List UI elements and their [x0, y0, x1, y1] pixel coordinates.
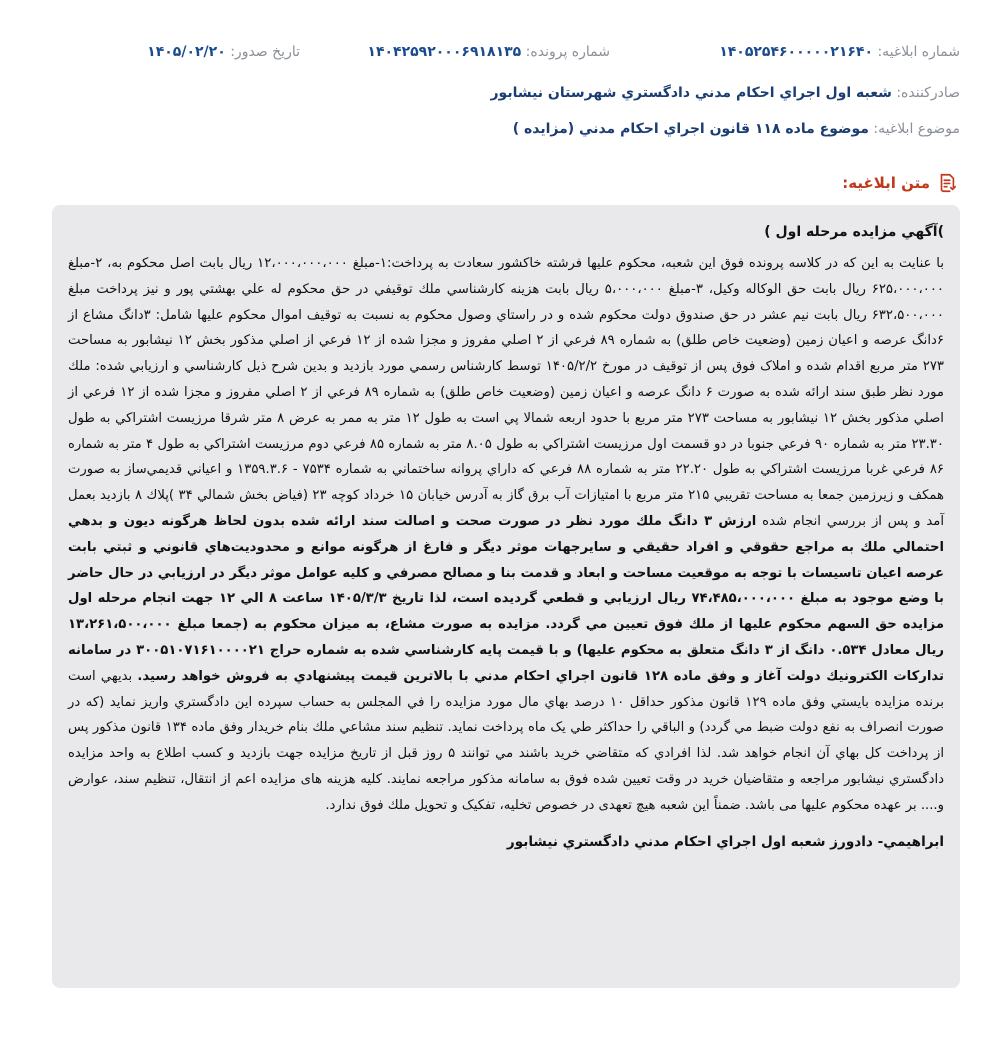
notice-content-box	[52, 205, 960, 988]
notification-number-field	[719, 44, 960, 60]
subject-field	[513, 121, 960, 137]
issue-date-value: ۱۴۰۵/۰۲/۲۰	[147, 44, 226, 60]
case-number-value: ۱۴۰۴۲۵۹۲۰۰۰۶۹۱۸۱۳۵	[367, 44, 522, 60]
subject-value: موضوع ماده ۱۱۸ قانون اجراي احكام مدني (مزايده )	[512, 121, 869, 137]
issuer-field	[490, 85, 960, 101]
issue-date-field	[147, 44, 300, 60]
issue-date-label: تاريخ صدور:	[230, 44, 300, 60]
case-number-label: شماره پرونده:	[525, 44, 610, 60]
notice-body-part-2: بديهي است برنده مزايده بايستي وفق ماده ۱۲۹ قانون مذكور حداقل ۱۰ درصد بهاي مال مورد مزايده را في المجلس به حساب سپرده اين دادگستري واريز نمايد (كه در صورت انصراف به نفع دولت ضبط مي گردد) و الباقي را حداكثر طي يک ماه پرداخت نمايد. تنظيم سند مشاعي ملك بنام خريدار وفق ماده ۱۳۴ قانون مذكور پس از پرداخت كل بهاي آن انجام خواهد شد. لذا افرادي كه متقاضي خريد باشند مي توانند ۵ روز قبل از تاريخ مزايده جهت بازديد و كسب اطلاع به واحد مزايده دادگستري نيشابور مراجعه و متقاضيان خريد در وقت تعيين شده فوق به سامانه مذكور مراجعه نمايند. كليه هزينه هاى مزايده اعم از انتقال، تنظيم سند، عوارض و.... بر عهده محكوم عليها مى باشد. ضمناً اين شعبه هيچ تعهدى در خصوص تخليه، تفكيک و تحويل ملك فوق ندارد.	[68, 668, 944, 813]
notice-body-bold: ارزش ۳ دانگ ملك مورد نظر در صورت صحت و اصالت سند ارائه شده بدون لحاظ هرگونه ديون و بدهي احتمالي ملك به مراجع حقوقي و افراد حقيقي و سايرجهات موثر ديگر و فارغ از هرگونه موانع و محدوديت‌هاي قانوني و ثبتي بابت عرصه اعيان تاسيسات با توجه به موقعيت مساحت و ابعاد و قدمت بنا و مصالح مصرفي و كليه عوامل موثر ديگر در ارزيابي در حال حاضر با وضع موجود به مبلغ ۷۴،۴۸۵،۰۰۰،۰۰۰ ريال ارزيابي و قطعي گرديده است، لذا تاريخ ۱۴۰۵/۳/۳ ساعت ۸ الي ۱۲ جهت انجام مرحله اول مزايده حق السهم محكوم عليها از ملك فوق تعيين مي گردد. مزايده به صورت مشاع، به ميزان محكوم به (جمعا مبلغ ۱۳،۲۶۱،۵۰۰،۰۰۰ ريال معادل ۰.۵۳۴ دانگ از ۳ دانگ متعلق به محكوم عليها) و با قيمت پايه كارشناسي شده به شماره حراج ۳۰۰۵۱۰۷۱۶۱۰۰۰۰۲۱ در سامانه تداركات الكترونيك دولت آغاز و وفق ماده ۱۲۸ قانون اجراي احكام مدني با بالاترين قيمت پيشنهادي به فروش خواهد رسيد.	[68, 513, 945, 684]
issuer-value: شعبه اول اجراي احكام مدني دادگستري شهرستان نيشابور	[490, 85, 892, 101]
notice-heading-text: متن ابلاغيه:	[842, 174, 930, 192]
issuer-label: صادركننده:	[896, 85, 960, 101]
notice-body	[68, 251, 944, 819]
notice-section-heading	[842, 170, 958, 196]
subject-label: موضوع ابلاغيه:	[873, 121, 960, 137]
case-number-field	[367, 44, 610, 60]
notification-number-label: شماره ابلاغيه:	[877, 44, 960, 60]
notice-signature: ابراهيمي- دادورز شعبه اول اجراي احكام مدني دادگستري نيشابور	[506, 833, 944, 850]
notification-number-value: ۱۴۰۵۲۵۴۶۰۰۰۰۰۲۱۶۴۰	[719, 44, 873, 60]
document-text-icon	[936, 172, 958, 194]
notice-title: )آگهي مزايده مرحله اول )	[764, 224, 944, 240]
notice-body-part-1: با عنايت به اين كه در كلاسه پرونده فوق اين شعبه، محكوم عليها فرشته خاكشور سعادت به پرداخت:۱-مبلغ ۱۲،۰۰۰،۰۰۰،۰۰۰ ريال بابت اصل محكوم به، ۲-مبلغ ۶۲۵،۰۰۰،۰۰۰ ريال بابت حق الوكاله وكيل، ۳-مبلغ ۵،۰۰۰،۰۰۰ ريال بابت هزينه كارشناسي ملك توقيفي در حق محكوم له علي بهشتي پور و نيز پرداخت مبلغ ۶۳۲،۵۰۰،۰۰۰ ريال بابت نيم عشر در حق صندوق دولت محكوم شده و در راستاي وصول محكوم به نسبت به توقيف اموال محكوم عليها شامل: ۳دانگ مشاع از ۶دانگ عرصه و اعيان زمين (وضعيت خاص طلق) به شماره ۸۹ فرعي از ۲ اصلي مفروز و مجزا شده از ۱۲ فرعي از اصلي مذكور بخش ۱۲ نيشابور به مساحت ۲۷۳ متر مربع اقدام شده و املاک فوق پس از توقيف در مورخ ۱۴۰۵/۲/۲ توسط كارشناس رسمي مورد بازديد و بدين شرح ذيل كارشناسي و ارزيابي شده: ملك مورد نظر طبق سند ارائه شده به صورت ۶ دانگ عرصه و اعيان زمين (وضعيت خاص طلق) به شماره ۸۹ فرعي از ۲ اصلي مفروز و مجزا شده از ۱۲ فرعي از اصلي مذكور بخش ۱۲ نيشابور به مساحت ۲۷۳ متر مربع با حدود اربعه شمالا پي است به طول ۱۲ متر به ممر به عرض ۸ متر شرقا مرزيست اشتراكي به طول ۲۳.۳۰ متر به شماره ۹۰ فرعي جنوبا در دو قسمت اول مرزيست اشتراكي به طول ۸.۰۵ متر به شماره ۸۵ فرعي دوم مرزيست اشتراكي به طول ۴ متر به شماره ۸۶ فرعي غربا مرزيست اشتراكي به طول ۲۲.۲۰ متر به شماره ۸۸ فرعي كه داراي پروانه ساختماني به شماره ۷۵۳۴ - ۱۳۵۹.۳.۶ و اعياني قديمي‌ساز به صورت همكف و زيرزمين جمعا به مساحت تقريبي ۲۱۵ متر مربع با امتيازات آب برق گاز به آدرس خيابان ۱۵ خرداد كوچه ۲۳ (فياض بخش شمالي ۳۴ )پلاك ۸ بازديد بعمل آمد و پس از بررسي انجام شده	[68, 256, 944, 529]
meta-row-numbers	[40, 44, 960, 68]
